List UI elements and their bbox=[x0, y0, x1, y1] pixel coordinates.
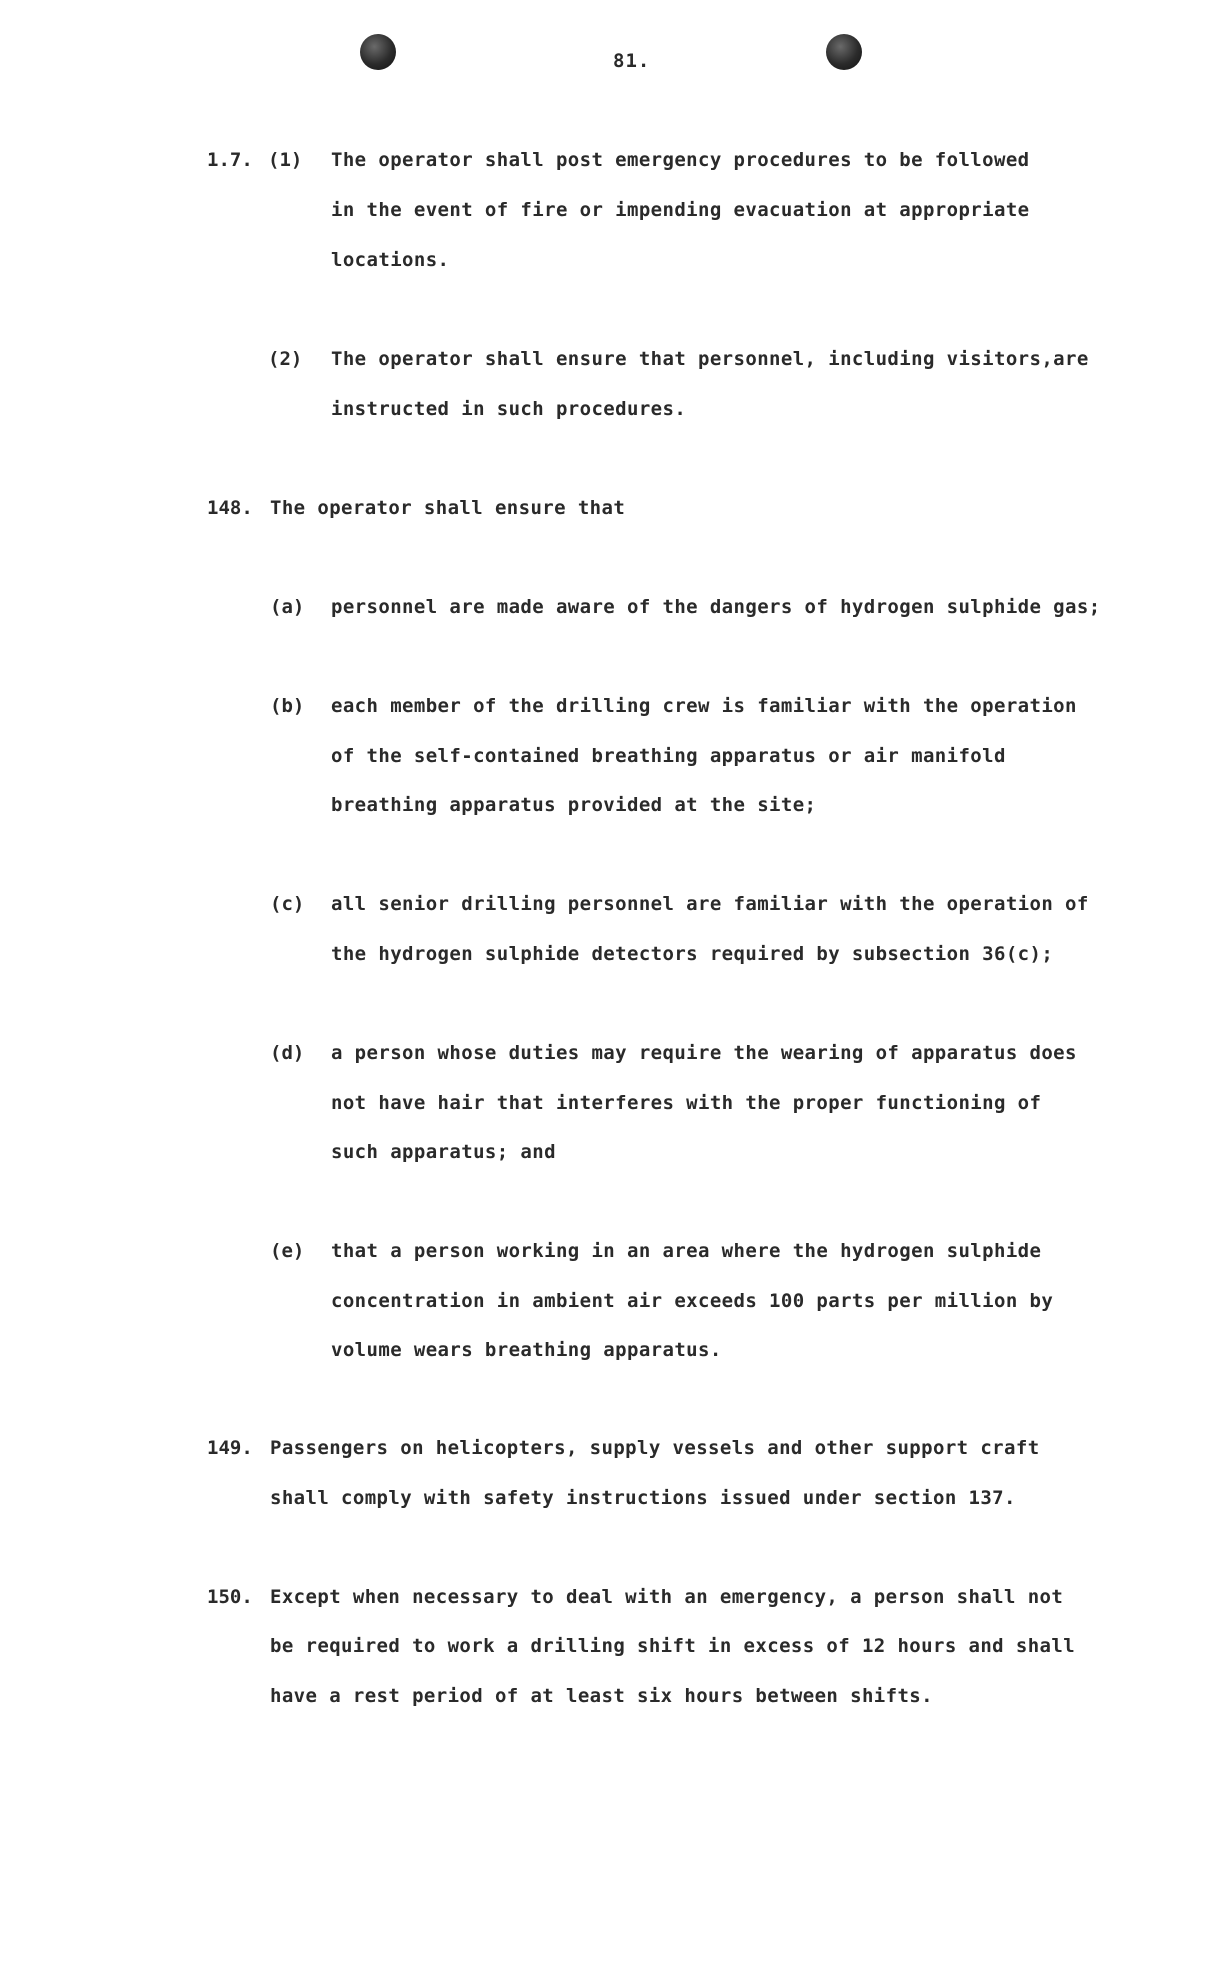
section-150-number: 150. bbox=[207, 1586, 253, 1608]
section-147-paragraph-2-line: The operator shall ensure that personnel, including visitors,are bbox=[331, 348, 1089, 370]
section-148-item-c-label: (c) bbox=[270, 893, 305, 915]
punch-hole-right bbox=[826, 34, 862, 70]
section-147-paragraph-1-line: The operator shall post emergency procedures to be followed bbox=[331, 149, 1030, 171]
page-number: 81. bbox=[613, 50, 651, 72]
section-149-line: shall comply with safety instructions issued under section 137. bbox=[270, 1487, 1016, 1509]
section-148-item-d-line: such apparatus; and bbox=[331, 1141, 556, 1163]
punch-hole-left bbox=[360, 34, 396, 70]
section-148-item-d-line: a person whose duties may require the wearing of apparatus does bbox=[331, 1042, 1077, 1064]
section-148-item-e-line: volume wears breathing apparatus. bbox=[331, 1339, 722, 1361]
section-150-line: have a rest period of at least six hours between shifts. bbox=[270, 1685, 933, 1707]
section-148-item-d-line: not have hair that interferes with the proper functioning of bbox=[331, 1092, 1042, 1114]
section-148-item-a-label: (a) bbox=[270, 596, 305, 618]
section-147-paragraph-1-label: (1) bbox=[268, 149, 303, 171]
section-148-item-c-line: the hydrogen sulphide detectors required by subsection 36(c); bbox=[331, 943, 1054, 965]
section-147-number: 1.7. bbox=[207, 149, 253, 171]
section-148-item-b-line: breathing apparatus provided at the site; bbox=[331, 794, 817, 816]
section-148-number: 148. bbox=[207, 497, 253, 519]
section-148-item-b-line: of the self-contained breathing apparatus or air manifold bbox=[331, 745, 1006, 767]
section-148-item-b-line: each member of the drilling crew is familiar with the operation bbox=[331, 695, 1077, 717]
section-148-item-c-line: all senior drilling personnel are familiar with the operation of bbox=[331, 893, 1089, 915]
section-148-intro: The operator shall ensure that bbox=[270, 497, 626, 519]
section-147-paragraph-1-line: in the event of fire or impending evacuation at appropriate bbox=[331, 199, 1030, 221]
section-147-paragraph-1-line: locations. bbox=[331, 249, 450, 271]
section-148-item-b-label: (b) bbox=[270, 695, 305, 717]
section-149-line: Passengers on helicopters, supply vessels and other support craft bbox=[270, 1437, 1040, 1459]
section-150-line: Except when necessary to deal with an emergency, a person shall not bbox=[270, 1586, 1064, 1608]
section-148-item-e-label: (e) bbox=[270, 1240, 305, 1262]
section-148-item-e-line: concentration in ambient air exceeds 100 parts per million by bbox=[331, 1290, 1054, 1312]
section-148-item-e-line: that a person working in an area where the hydrogen sulphide bbox=[331, 1240, 1042, 1262]
section-149-number: 149. bbox=[207, 1437, 253, 1459]
section-150-line: be required to work a drilling shift in excess of 12 hours and shall bbox=[270, 1635, 1076, 1657]
section-148-item-a-line: personnel are made aware of the dangers of hydrogen sulphide gas; bbox=[331, 596, 1101, 618]
section-148-item-d-label: (d) bbox=[270, 1042, 305, 1064]
section-147-paragraph-2-line: instructed in such procedures. bbox=[331, 398, 687, 420]
section-147-paragraph-2-label: (2) bbox=[268, 348, 303, 370]
